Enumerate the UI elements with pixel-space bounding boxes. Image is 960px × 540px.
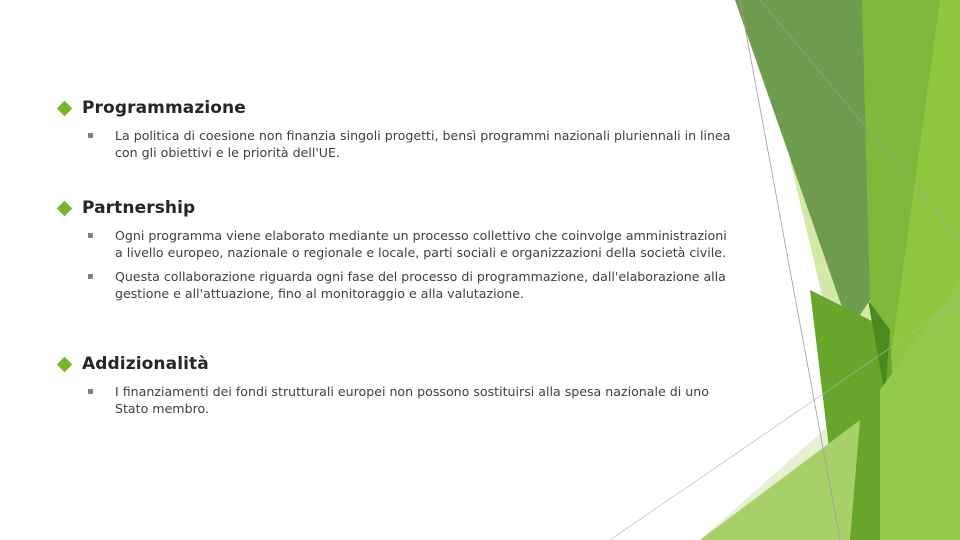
- section-heading: Programmazione: [82, 98, 246, 118]
- section-partnership: [56, 196, 736, 302]
- section-heading-row: [56, 196, 736, 220]
- bullet-text: Questa collaborazione riguarda ogni fase del processo di programmazione, dall'elaborazione alla gestione e all'attuazione, fino al monitoraggio e alla valutazione.: [115, 269, 726, 301]
- section-heading: Addizionalità: [82, 354, 209, 374]
- diamond-icon: [57, 356, 73, 372]
- bullet-item: [56, 228, 736, 261]
- bullet-item: [56, 384, 736, 417]
- small-square-bullet: ▪: [87, 130, 94, 141]
- small-square-bullet: ▪: [87, 230, 94, 241]
- section-heading: Partnership: [82, 198, 196, 218]
- bullet-text: Ogni programma viene elaborato mediante un processo collettivo che coinvolge amministrazioni a livello europeo, nazionale o regionale e locale, parti sociali e organizzazioni della società civile.: [115, 228, 727, 260]
- small-square-bullet: ▪: [87, 271, 94, 282]
- diamond-icon: [57, 200, 73, 216]
- bullet-item: [56, 128, 736, 161]
- section-heading-row: [56, 352, 736, 376]
- section-programmazione: [56, 96, 736, 161]
- section-addizionalita: [56, 352, 736, 417]
- bullet-item: [56, 269, 736, 302]
- section-heading-row: [56, 96, 736, 120]
- bullet-text: I finanziamenti dei fondi strutturali europei non possono sostituirsi alla spesa nazionale di uno Stato membro.: [115, 384, 709, 416]
- diamond-icon: [57, 100, 73, 116]
- small-square-bullet: ▪: [87, 386, 94, 397]
- bullet-text: La politica di coesione non finanzia singoli progetti, bensì programmi nazionali pluriennali in linea con gli obiettivi e le priorità dell'UE.: [115, 128, 731, 160]
